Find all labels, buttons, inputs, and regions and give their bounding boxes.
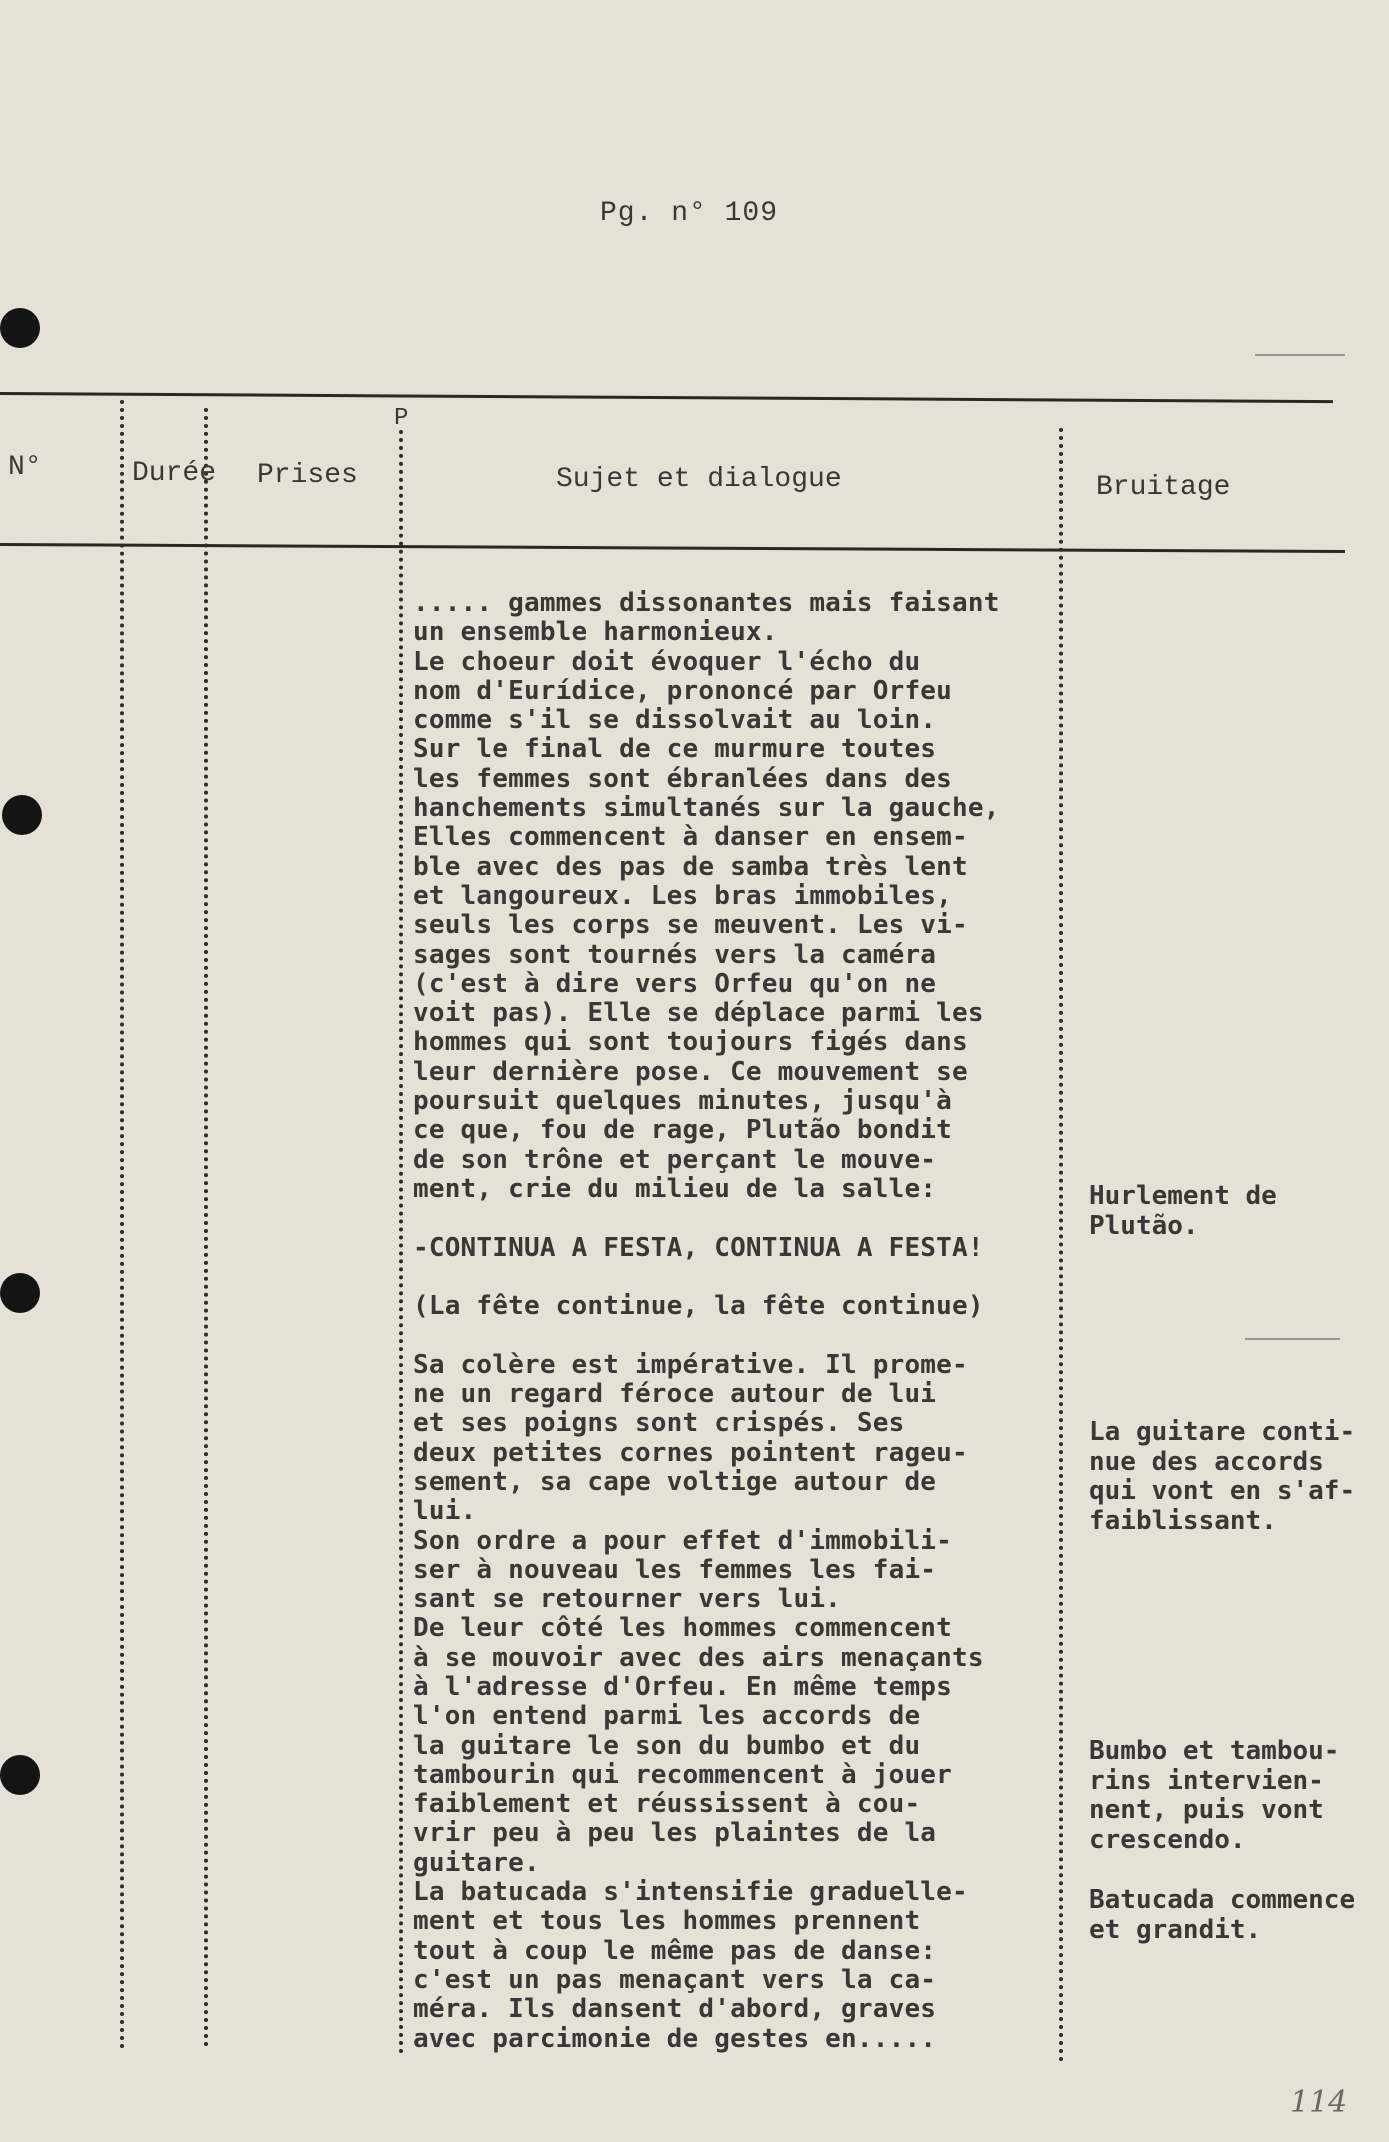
handwritten-folio: 114: [1290, 2085, 1348, 2120]
dialogue-line: à l'adresse d'Orfeu. En même temps: [413, 1671, 953, 1702]
dialogue-line: et ses poigns sont crispés. Ses: [413, 1408, 905, 1439]
dialogue-line: à se mouvoir avec des airs menaçants: [413, 1642, 984, 1673]
column-header-prises: Prises: [257, 460, 358, 491]
dialogue-line: Sa colère est impérative. Il prome-: [413, 1349, 968, 1380]
dialogue-line: les femmes sont ébranlées dans des: [413, 763, 953, 794]
column-separator-duree-prises: [204, 408, 208, 2048]
dialogue-line: voit pas). Elle se déplace parmi les: [413, 998, 984, 1029]
dialogue-line: vrir peu à peu les plaintes de la: [413, 1818, 937, 1849]
pencil-mark: [1255, 354, 1345, 356]
dialogue-line: un ensemble harmonieux.: [413, 617, 778, 648]
column-header-sujet-et-dialogue: Sujet et dialogue: [556, 464, 842, 495]
binder-hole-2: [2, 795, 42, 835]
column-header-p: P: [394, 405, 409, 432]
dialogue-line: [413, 1263, 1063, 1292]
dialogue-line: et langoureux. Les bras immobiles,: [413, 880, 953, 911]
pencil-mark: [1245, 1338, 1340, 1340]
column-header-no: N°: [8, 452, 42, 483]
dialogue-line: (c'est à dire vers Orfeu qu'on ne: [413, 968, 937, 999]
dialogue-line: nom d'Eurídice, prononcé par Orfeu: [413, 675, 953, 706]
dialogue-line: [413, 1321, 1063, 1350]
dialogue-line: faiblement et réussissent à cou-: [413, 1789, 921, 1820]
bruitage-note-guitare: La guitare conti- nue des accords qui vont en s'af- faiblissant.: [1089, 1417, 1356, 1536]
dialogue-line: [413, 1204, 1063, 1233]
dialogue-line: hanchements simultanés sur la gauche,: [413, 793, 1000, 824]
dialogue-line: ble avec des pas de samba très lent: [413, 851, 968, 882]
table-header-bottom-rule: [0, 543, 1345, 553]
dialogue-line: la guitare le son du bumbo et du: [413, 1730, 921, 1761]
dialogue-line: sant se retourner vers lui.: [413, 1584, 842, 1615]
dialogue-line: ser à nouveau les femmes les fai-: [413, 1554, 937, 1585]
dialogue-line: ce que, fou de rage, Plutão bondit: [413, 1115, 953, 1146]
dialogue-line: ..... gammes dissonantes mais faisant: [413, 588, 1000, 618]
dialogue-line: ne un regard féroce autour de lui: [413, 1379, 937, 1410]
dialogue-line: comme s'il se dissolvait au loin.: [413, 705, 937, 736]
dialogue-line: poursuit quelques minutes, jusqu'à: [413, 1086, 953, 1117]
dialogue-line: tout à coup le même pas de danse:: [413, 1935, 937, 1966]
dialogue-line: ment, crie du milieu de la salle:: [413, 1173, 937, 1204]
column-header-duree: Durée: [132, 458, 217, 489]
dialogue-line: guitare.: [413, 1847, 540, 1878]
dialogue-line: sages sont tournés vers la caméra: [413, 939, 937, 970]
dialogue-line: l'on entend parmi les accords de: [413, 1701, 921, 1732]
dialogue-line: sement, sa cape voltige autour de: [413, 1466, 937, 1497]
column-header-bruitage: Bruitage: [1096, 472, 1231, 503]
dialogue-line: méra. Ils dansent d'abord, graves: [413, 1994, 937, 2025]
dialogue-line: Sur le final de ce murmure toutes: [413, 734, 937, 765]
dialogue-line: leur dernière pose. Ce mouvement se: [413, 1056, 968, 1087]
dialogue-line: tambourin qui recommencent à jouer: [413, 1759, 953, 1790]
column-separator-prises-sujet: [399, 430, 403, 2055]
dialogue-line: (La fête continue, la fête continue): [413, 1291, 984, 1322]
dialogue-line: La batucada s'intensifie graduelle-: [413, 1877, 968, 1908]
dialogue-line: Elles commencent à danser en ensem-: [413, 822, 968, 853]
table-top-rule: [0, 392, 1333, 403]
dialogue-line: ment et tous les hommes prennent: [413, 1906, 921, 1937]
column-separator-no-duree: [120, 400, 124, 2050]
dialogue-line: c'est un pas menaçant vers la ca-: [413, 1964, 937, 1995]
bruitage-note-batucada: Batucada commence et grandit.: [1089, 1885, 1356, 1945]
dialogue-line: -CONTINUA A FESTA, CONTINUA A FESTA!: [413, 1232, 984, 1263]
dialogue-line: seuls les corps se meuvent. Les vi-: [413, 910, 968, 941]
dialogue-line: avec parcimonie de gestes en.....: [413, 2023, 937, 2054]
dialogue-line: Son ordre a pour effet d'immobili-: [413, 1525, 953, 1556]
dialogue-line: hommes qui sont toujours figés dans: [413, 1027, 968, 1058]
dialogue-line: Le choeur doit évoquer l'écho du: [413, 646, 921, 677]
bruitage-note-hurlement: Hurlement de Plutão.: [1089, 1181, 1277, 1241]
bruitage-note-bumbo: Bumbo et tambou- rins intervien- nent, puis vont crescendo.: [1089, 1736, 1340, 1855]
dialogue-line: deux petites cornes pointent rageu-: [413, 1437, 968, 1468]
binder-hole-1: [0, 308, 40, 348]
binder-hole-4: [0, 1755, 40, 1795]
page-number: Pg. n° 109: [600, 198, 779, 229]
sujet-et-dialogue-text: [413, 589, 1063, 2054]
dialogue-line: de son trône et perçant le mouve-: [413, 1144, 937, 1175]
binder-hole-3: [0, 1273, 40, 1313]
dialogue-line: lui.: [413, 1496, 477, 1527]
dialogue-line: De leur côté les hommes commencent: [413, 1613, 953, 1644]
